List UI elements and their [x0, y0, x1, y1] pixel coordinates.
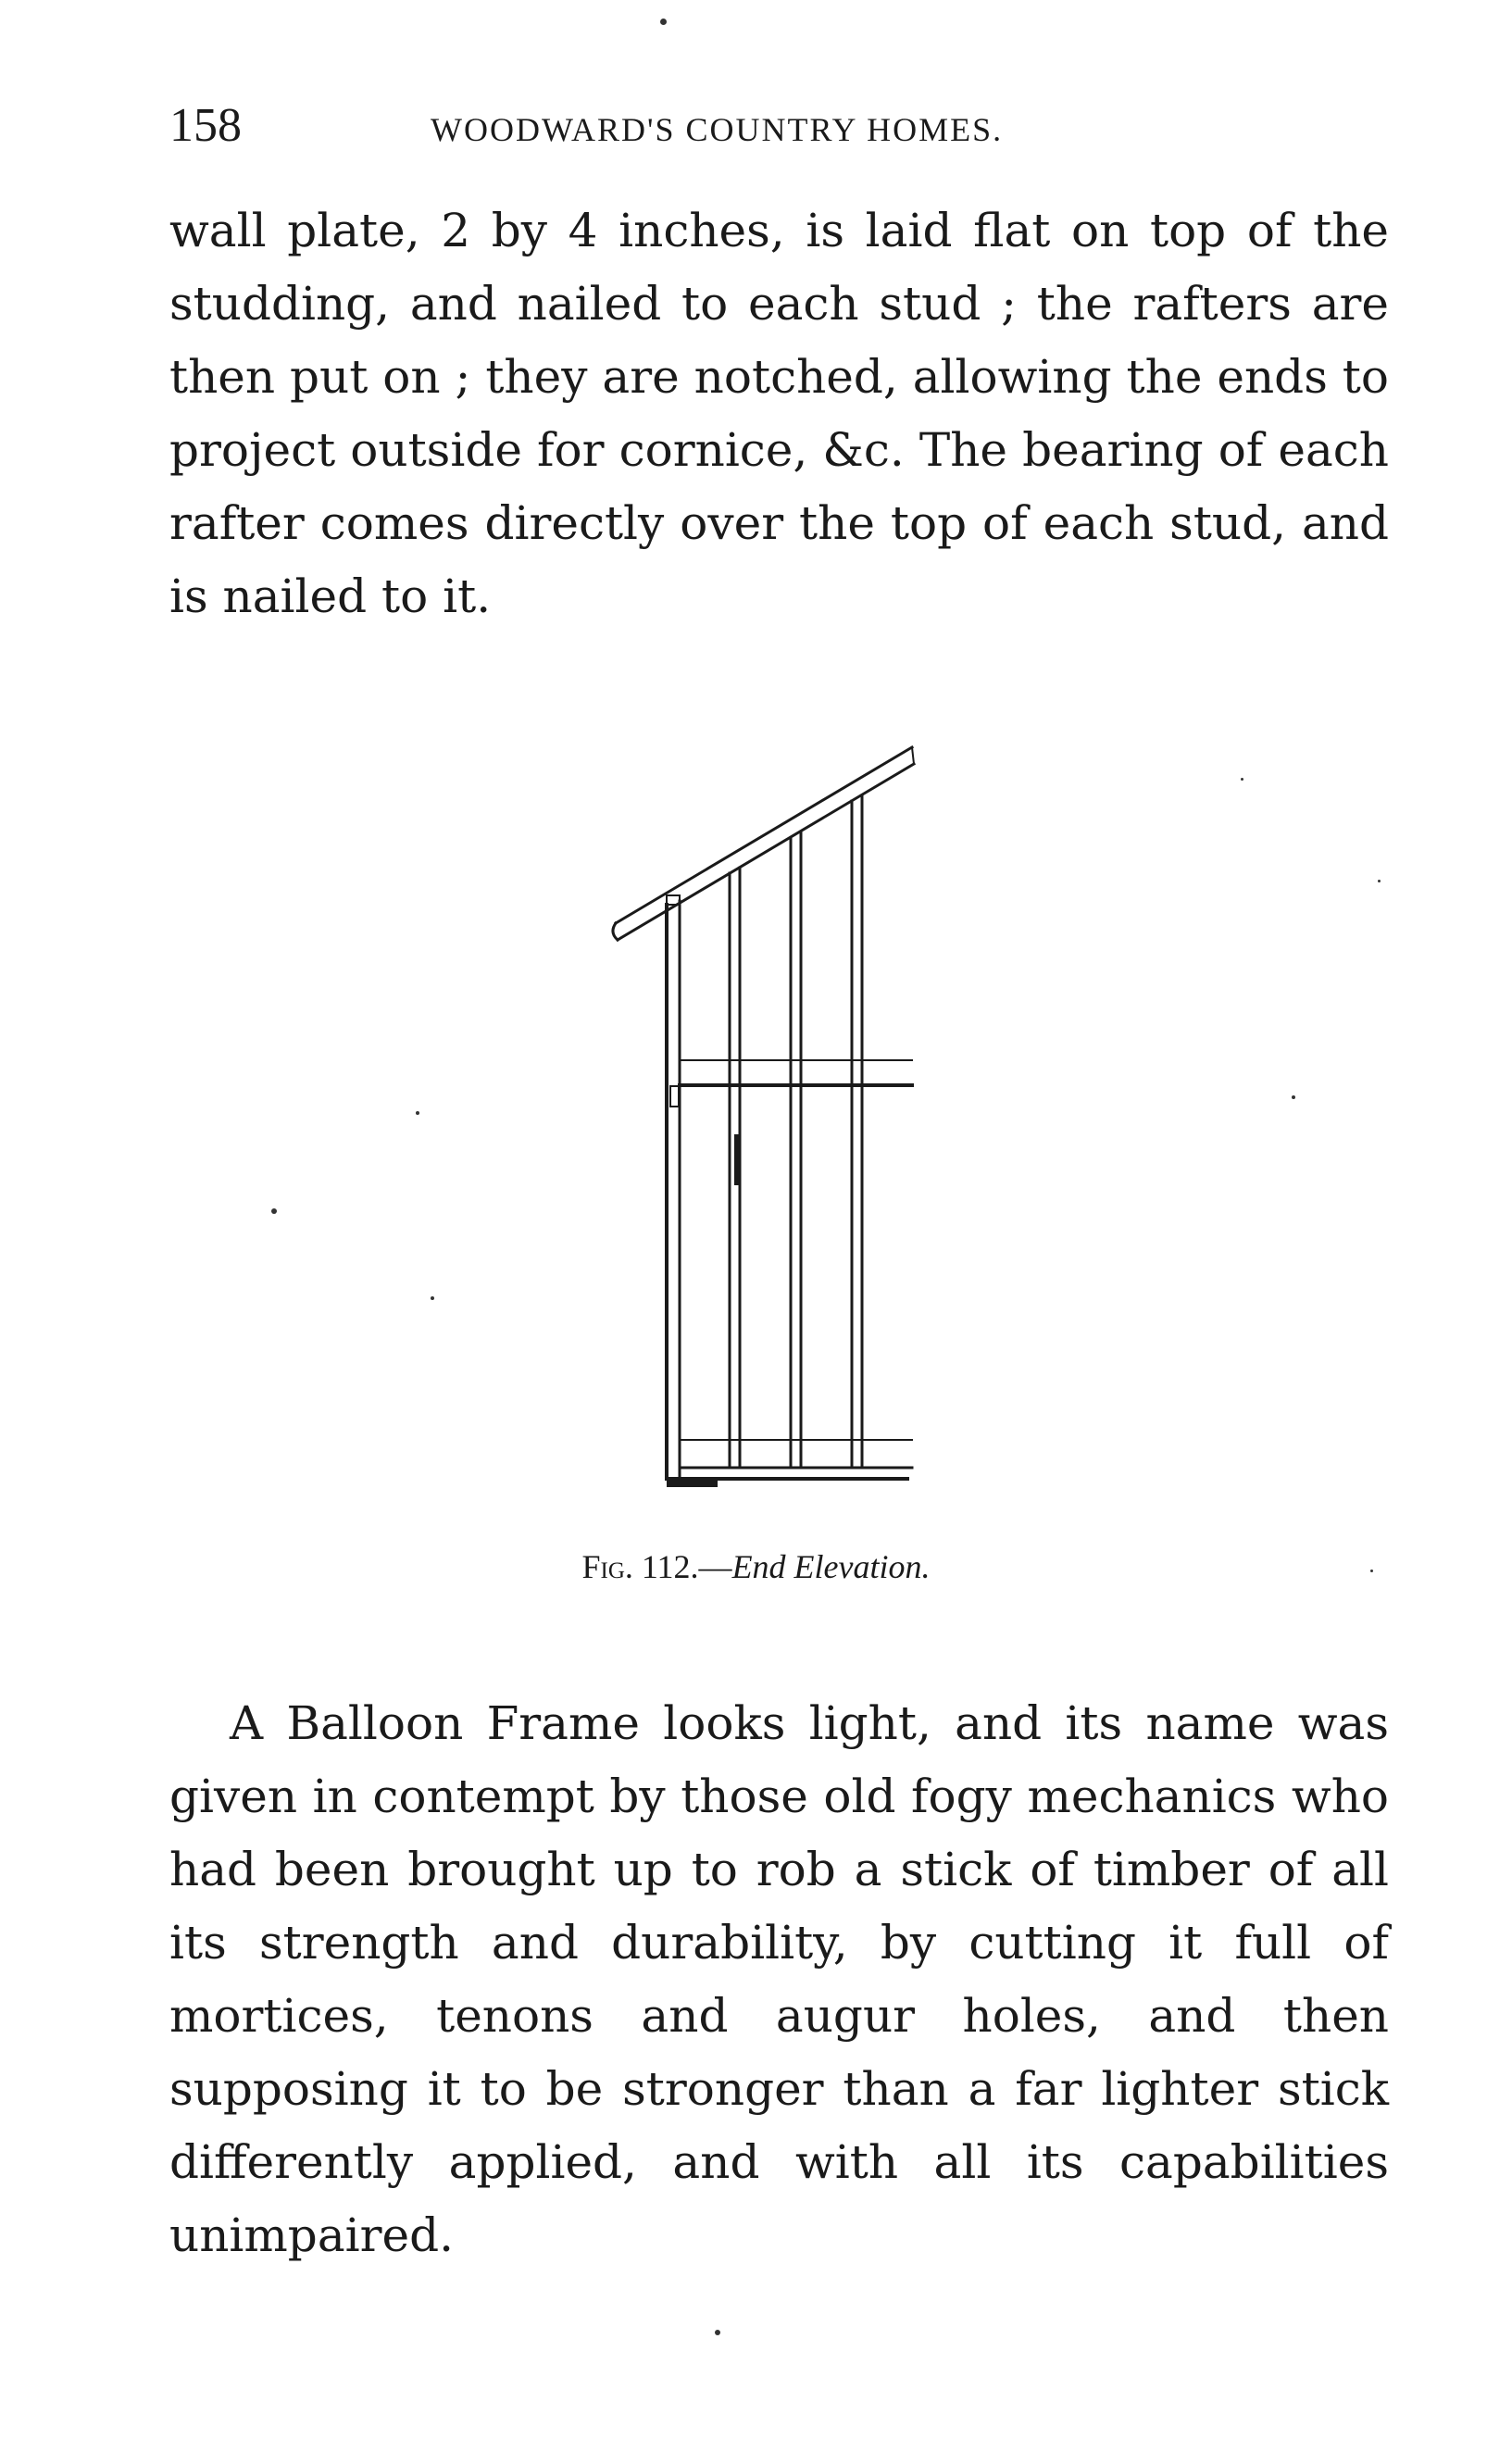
notch-mark [734, 1134, 740, 1185]
body-paragraph-2: A Balloon Frame looks light, and its name was given in contempt by those old fogy mechanics who had been brought up to rob a stick of timber of all its strength and durability, by cutting it full of mortices, tenons and augur holes, and then supposing it to be stronger than a far lighter stick differently applied, and with all its capabilities unimpaired. [169, 1696, 1389, 2262]
scan-speck [660, 19, 667, 25]
scan-speck [416, 1111, 419, 1115]
scan-speck [1241, 778, 1243, 781]
scan-speck [431, 1296, 434, 1300]
scan-speck [271, 1208, 277, 1214]
stud-2 [791, 832, 801, 1468]
page-number: 158 [169, 99, 242, 152]
figure-title: End Elevation. [731, 1548, 931, 1585]
running-title: WOODWARD'S COUNTRY HOMES. [431, 111, 1004, 148]
scan-speck [715, 2330, 720, 2335]
scan-speck [1370, 1570, 1373, 1572]
corner-post [667, 901, 680, 1479]
scan-speck [1378, 880, 1381, 882]
figure-end-elevation [593, 736, 944, 1532]
figure-caption [0, 1544, 1512, 1590]
figure-label: Fig. 112.— [581, 1548, 732, 1585]
stud-3 [852, 795, 862, 1468]
end-elevation-drawing [593, 736, 944, 1532]
body-paragraph-1: wall plate, 2 by 4 inches, is laid flat on top of the studding, and nailed to each stud ; the rafters are then put on ; they are notched, allowing the ends to project outside for cornice, &c. The bearing of each rafter comes directly over the top of each stud, and is nailed to it. [169, 204, 1389, 623]
scan-speck [1292, 1095, 1295, 1099]
page-header [169, 89, 1132, 163]
rafter [613, 747, 914, 940]
